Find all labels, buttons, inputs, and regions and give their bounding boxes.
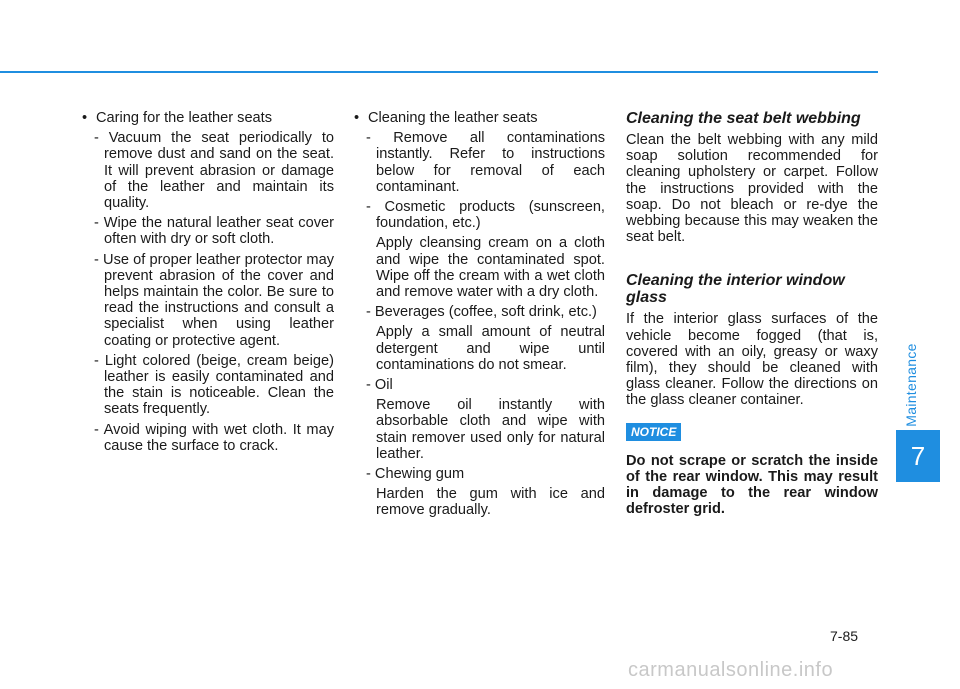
paragraph-window-glass: If the interior glass surfaces of the vehicle become fogged (that is, covered with an oily, greasy or waxy film), they should be cleaned with glass cleaner. Follow the directions on the glass cleaner container. xyxy=(626,311,878,409)
list-item: - Chewing gum xyxy=(366,466,465,483)
chapter-number: 7 xyxy=(910,440,926,471)
chapter-number-box xyxy=(896,430,940,482)
list-item-detail: Remove oil instantly with absorbable cloth and wipe with stain remover used only for natural leather. xyxy=(376,397,605,462)
section-label: Maintenance xyxy=(903,343,919,427)
list-item: - Remove all contaminations instantly. Refer to instructions below for removal of each contaminant. xyxy=(366,130,605,195)
bullet-text: Caring for the leather seats xyxy=(96,110,273,126)
header-rule xyxy=(0,71,878,73)
watermark: carmanualsonline.info xyxy=(628,659,834,681)
list-item: - Vacuum the seat periodically to remove dust and sand on the seat. It will prevent abrasion or damage of the leather and maintain its quality. xyxy=(94,130,334,212)
list-item: - Cosmetic products (sunscreen, foundation, etc.) xyxy=(366,199,605,232)
page-number: 7-85 xyxy=(830,628,859,644)
list-item: - Use of proper leather protector may prevent abrasion of the cover and helps maintain the color. Be sure to read the instructions and consult a specialist when using leather coating or protective agent. xyxy=(94,251,334,349)
heading-window-glass: Cleaning the interior window glass xyxy=(626,272,845,307)
section-tab xyxy=(896,340,926,430)
bullet-caring-leather xyxy=(82,110,334,126)
bullet-cleaning-leather xyxy=(354,110,605,126)
column-belt-glass xyxy=(626,110,878,517)
list-item-detail: Harden the gum with ice and remove gradually. xyxy=(376,486,605,519)
list-item-detail: Apply cleansing cream on a cloth and wipe the contaminated spot. Wipe off the cream with a wet cloth and remove water with a dry cloth. xyxy=(376,235,605,301)
notice-badge: NOTICE xyxy=(626,423,681,441)
list-item: - Oil xyxy=(366,377,393,394)
heading-seat-belt: Cleaning the seat belt webbing xyxy=(626,110,861,127)
list-item: - Light colored (beige, cream beige) leather is easily contaminated and the stain is noticeable. Clean the seats frequently. xyxy=(94,352,334,418)
list-item: - Wipe the natural leather seat cover often with dry or soft cloth. xyxy=(94,215,334,248)
list-item-detail: Apply a small amount of neutral detergent and wipe until contaminations do not smear. xyxy=(376,324,605,373)
column-leather-care xyxy=(82,110,334,458)
paragraph-seat-belt: Clean the belt webbing with any mild soap solution recommended for cleaning upholstery or carpet. Follow the instructions provided with the soap. Do not bleach or re-dye the webbing because this may weaken the seat belt. xyxy=(626,132,878,246)
bullet-dot: • xyxy=(82,110,88,126)
list-item: - Avoid wiping with wet cloth. It may cause the surface to crack. xyxy=(94,421,334,454)
column-leather-cleaning xyxy=(354,110,605,523)
notice-text: Do not scrape or scratch the inside of the rear window. This may result in damage to the rear window defroster grid. xyxy=(626,452,878,518)
list-item: - Beverages (coffee, soft drink, etc.) xyxy=(366,304,597,321)
bullet-dot: • xyxy=(354,110,360,126)
bullet-text: Cleaning the leather seats xyxy=(368,110,538,126)
